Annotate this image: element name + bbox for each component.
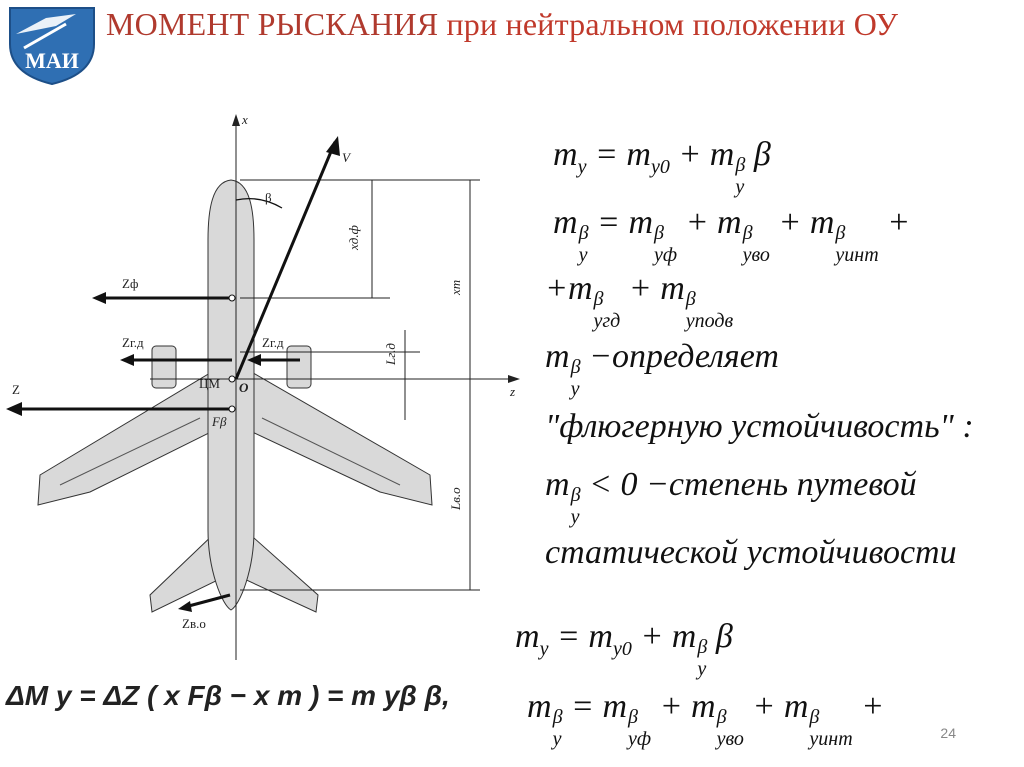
- z-axis-label: z: [510, 384, 516, 399]
- aircraft-diagram: [0, 100, 540, 660]
- title-caps: МОМЕНТ РЫСКАНИЯ: [106, 6, 439, 42]
- formula-2: m β y = m β yф + m β yво + m β yинт +: [553, 204, 911, 266]
- z-main-label: Z: [12, 382, 20, 397]
- formula-5: "флюгерную устойчивость" :: [545, 408, 974, 445]
- z-vo-label: Zв.о: [182, 616, 206, 631]
- formula-1: $m_y = m_{y0} + m$ β y β: [553, 136, 771, 198]
- x-t-label: xт: [448, 279, 463, 295]
- cm-label: ЦМ: [199, 376, 220, 391]
- o-label: O: [239, 380, 249, 395]
- formula-8: $m_y = m_{y0} + m$ β y β: [515, 618, 733, 680]
- l-vo-label: Lв.о: [448, 487, 463, 510]
- mai-logo: [6, 4, 98, 86]
- z-f-label: Zф: [122, 276, 139, 291]
- formula-4: m β y −определяет: [545, 338, 779, 400]
- beta-label: β: [265, 190, 272, 205]
- formula-7: статической устойчивости: [545, 534, 957, 571]
- l-gd-label: Lг.д: [383, 343, 398, 365]
- right-wing: [248, 370, 432, 505]
- f-beta-label: Fβ: [212, 414, 227, 429]
- page-number: 24: [940, 725, 956, 741]
- logo-text: МАИ: [25, 48, 79, 73]
- fuselage: [208, 180, 254, 610]
- left-wing: [38, 370, 215, 505]
- z-gd-left-label: Zг.д: [122, 335, 144, 350]
- formula-3: +m β yгд + m β yподв: [545, 270, 734, 332]
- z-gd-right-label: Zг.д: [262, 335, 284, 350]
- velocity-label: V: [342, 150, 350, 165]
- moment-equation: ΔM y = ΔZ ( x Fβ − x т ) = m yβ β,: [6, 680, 450, 711]
- formula-6: m β y < 0 −степень путевой: [545, 466, 917, 528]
- page-title: [106, 6, 898, 43]
- x-axis-label: x: [242, 112, 248, 127]
- left-engine: [152, 346, 176, 388]
- title-rest: при нейтральном положении ОУ: [446, 6, 899, 42]
- x-df-label: xд.ф: [346, 225, 361, 250]
- formula-9: m β y = m β yф + m β yво + m β yинт +: [527, 688, 885, 750]
